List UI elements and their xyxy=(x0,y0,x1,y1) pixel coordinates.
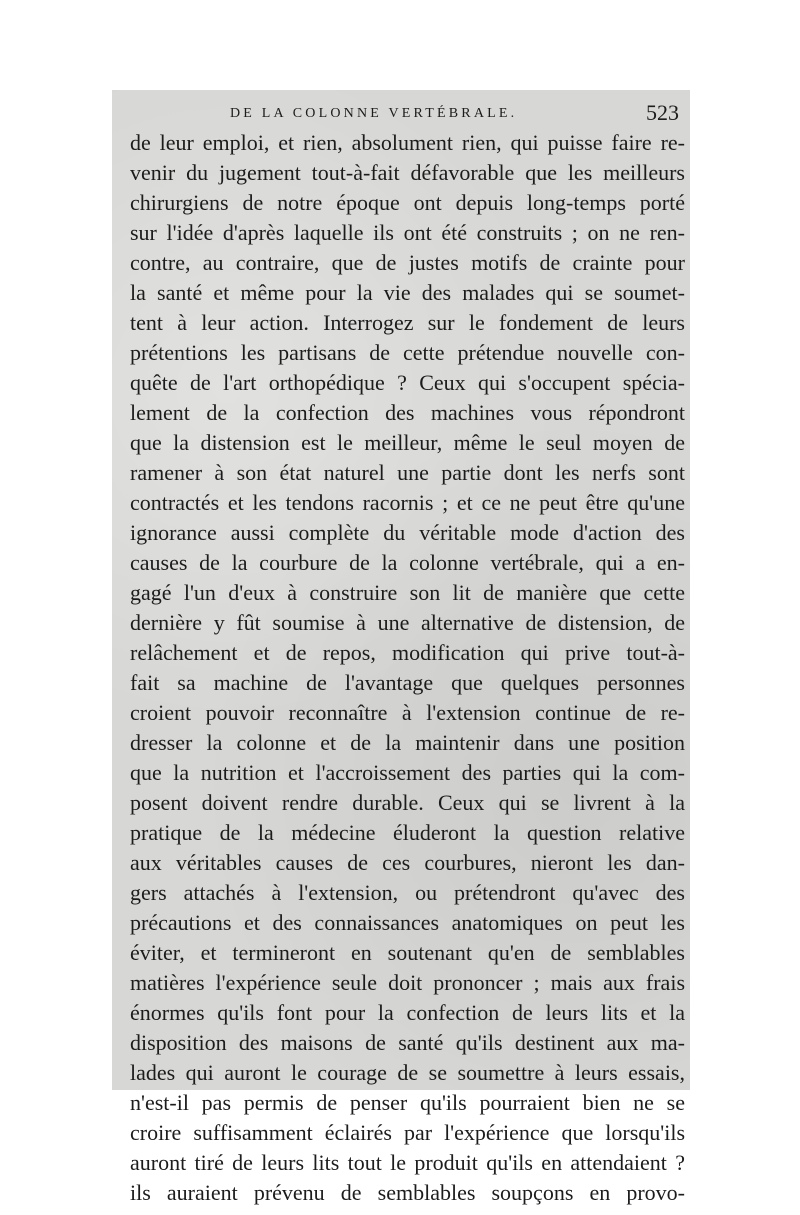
text-line: venir du jugement tout-à-fait défavorable que les meilleurs xyxy=(130,160,685,185)
page-header xyxy=(130,100,685,130)
text-line: précautions et des connaissances anatomiques on peut les xyxy=(130,910,685,935)
text-line: relâchement et de repos, modification qui prive tout-à- xyxy=(130,640,685,665)
text-line: la santé et même pour la vie des malades qui se soumet- xyxy=(130,280,685,305)
text-line: causes de la courbure de la colonne vertébrale, qui a en- xyxy=(130,550,685,575)
text-line: fait sa machine de l'avantage que quelques personnes xyxy=(130,670,685,695)
text-line: éviter, et termineront en soutenant qu'en de semblables xyxy=(130,940,685,965)
text-line: que la nutrition et l'accroissement des parties qui la com- xyxy=(130,760,685,785)
text-line: tent à leur action. Interrogez sur le fondement de leurs xyxy=(130,310,685,335)
page-number: 523 xyxy=(646,100,679,125)
text-line: lement de la confection des machines vous répondront xyxy=(130,400,685,425)
text-line: gagé l'un d'eux à construire son lit de manière que cette xyxy=(130,580,685,605)
text-line: pratique de la médecine éluderont la question relative xyxy=(130,820,685,845)
text-line: quête de l'art orthopédique ? Ceux qui s'occupent spécia- xyxy=(130,370,685,395)
text-line: que la distension est le meilleur, même le seul moyen de xyxy=(130,430,685,455)
text-line: sur l'idée d'après laquelle ils ont été construits ; on ne ren- xyxy=(130,220,685,245)
text-line: n'est-il pas permis de penser qu'ils pourraient bien ne se xyxy=(130,1090,685,1115)
text-line: croire suffisamment éclairés par l'expérience que lorsqu'ils xyxy=(130,1120,685,1145)
text-line: auront tiré de leurs lits tout le produit qu'ils en attendaient ? xyxy=(130,1150,685,1175)
text-line: matières l'expérience seule doit prononcer ; mais aux frais xyxy=(130,970,685,995)
text-line: dresser la colonne et de la maintenir dans une position xyxy=(130,730,685,755)
text-line: posent doivent rendre durable. Ceux qui se livrent à la xyxy=(130,790,685,815)
text-line: disposition des maisons de santé qu'ils destinent aux ma- xyxy=(130,1030,685,1055)
text-line: ramener à son état naturel une partie dont les nerfs sont xyxy=(130,460,685,485)
body-text xyxy=(130,128,685,1208)
text-line: lades qui auront le courage de se soumettre à leurs essais, xyxy=(130,1060,685,1085)
text-line: contractés et les tendons racornis ; et ce ne peut être qu'une xyxy=(130,490,685,515)
running-head: DE LA COLONNE VERTÉBRALE. xyxy=(230,106,518,121)
text-line: ils auraient prévenu de semblables soupçons en provo- xyxy=(130,1180,685,1205)
text-line: croient pouvoir reconnaître à l'extension continue de re- xyxy=(130,700,685,725)
text-line: ignorance aussi complète du véritable mode d'action des xyxy=(130,520,685,545)
text-line: gers attachés à l'extension, ou prétendront qu'avec des xyxy=(130,880,685,905)
text-line: contre, au contraire, que de justes motifs de crainte pour xyxy=(130,250,685,275)
text-line: énormes qu'ils font pour la confection de leurs lits et la xyxy=(130,1000,685,1025)
text-line: prétentions les partisans de cette prétendue nouvelle con- xyxy=(130,340,685,365)
text-line: dernière y fût soumise à une alternative de distension, de xyxy=(130,610,685,635)
text-line: de leur emploi, et rien, absolument rien, qui puisse faire re- xyxy=(130,130,685,155)
text-line: chirurgiens de notre époque ont depuis long-temps porté xyxy=(130,190,685,215)
text-line: aux véritables causes de ces courbures, nieront les dan- xyxy=(130,850,685,875)
